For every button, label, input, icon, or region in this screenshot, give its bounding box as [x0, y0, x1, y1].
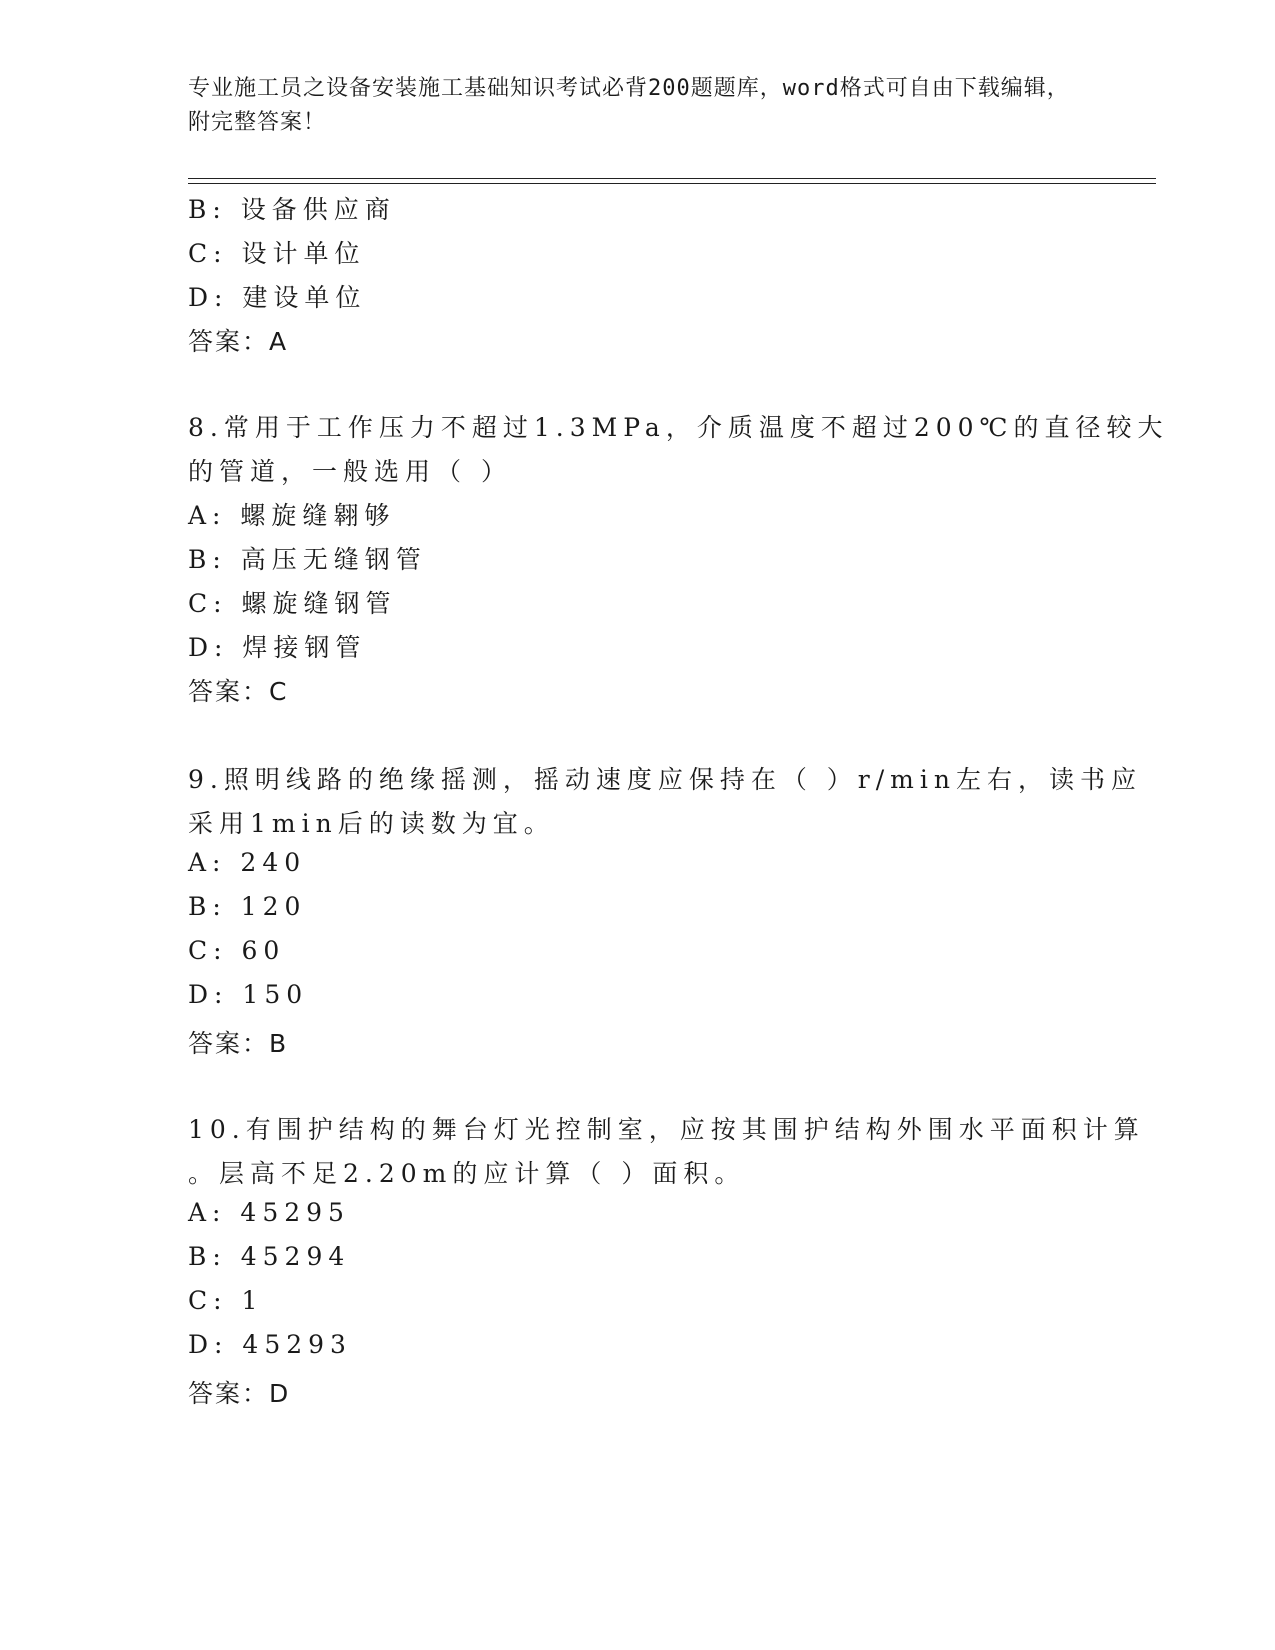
- header-divider-top: [188, 178, 1156, 179]
- option-line: B: 设备供应商: [188, 195, 396, 224]
- question-text-line: 采用1min后的读数为宜。: [188, 809, 555, 838]
- option-line: A: 240: [188, 848, 307, 877]
- option-line: D: 45293: [188, 1330, 352, 1359]
- option-line: B: 高压无缝钢管: [188, 545, 427, 574]
- option-line: C: 设计单位: [188, 239, 366, 268]
- option-line: C: 螺旋缝钢管: [188, 589, 397, 618]
- question-text-line: 。层高不足2.20m的应计算（ ）面积。: [188, 1159, 746, 1188]
- option-line: C: 1: [188, 1286, 264, 1315]
- option-line: D: 建设单位: [188, 283, 367, 312]
- option-line: B: 120: [188, 892, 307, 921]
- question-text-line: 10.有围护结构的舞台灯光控制室，应按其围护结构外围水平面积计算: [188, 1115, 1145, 1144]
- option-line: A: 螺旋缝翱够: [188, 501, 396, 530]
- question-text-line: 8.常用于工作压力不超过1.3MPa，介质温度不超过200℃的直径较大: [188, 413, 1169, 442]
- question-text-line: 9.照明线路的绝缘摇测，摇动速度应保持在（ ）r/min左右，读书应: [188, 765, 1142, 794]
- header-divider-bottom: [188, 183, 1156, 184]
- answer-line: 答案：D: [188, 1379, 291, 1408]
- answer-line: 答案：C: [188, 677, 289, 706]
- answer-line: 答案：A: [188, 327, 289, 356]
- option-line: B: 45294: [188, 1242, 351, 1271]
- option-line: D: 150: [188, 980, 309, 1009]
- option-line: D: 焊接钢管: [188, 633, 367, 662]
- document-header-title: 专业施工员之设备安装施工基础知识考试必背200题题库，word格式可自由下载编辑，附完整答案！: [188, 76, 1070, 135]
- option-line: C: 60: [188, 936, 286, 965]
- answer-line: 答案：B: [188, 1029, 289, 1058]
- question-text-line: 的管道，一般选用（ ）: [188, 457, 512, 486]
- option-line: A: 45295: [188, 1198, 350, 1227]
